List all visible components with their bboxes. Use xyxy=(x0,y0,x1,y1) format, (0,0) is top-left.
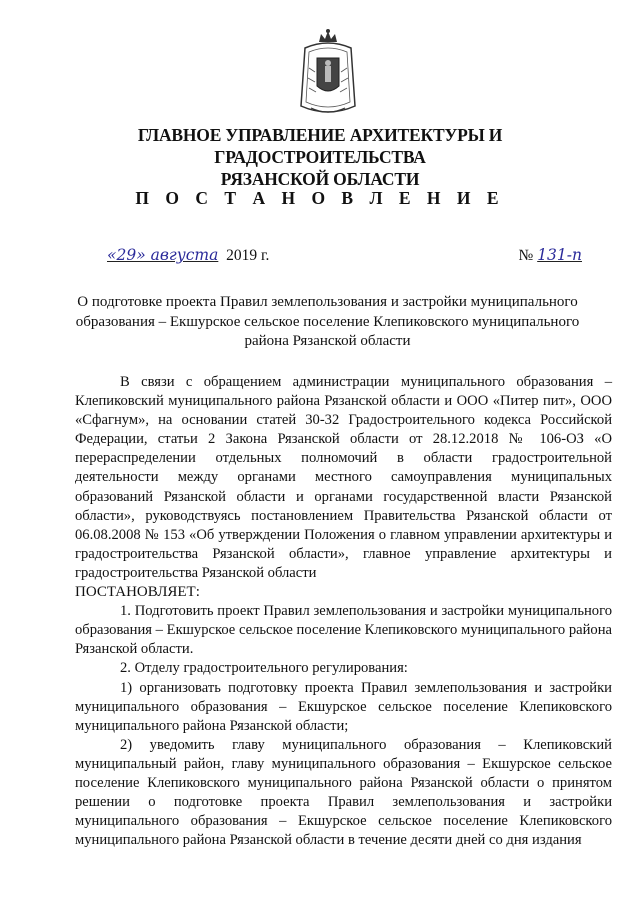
document-type-title: П О С Т А Н О В Л Е Н И Е xyxy=(135,188,505,208)
intro-paragraph: В связи с обращением администрации муниципального образования – Клепиковский муниципального района Рязанской области и ООО «Питер пит», ООО «Сфагнум», на основании статей 30-32 Градостроительного кодекса Российской Федерации, статьи 2 Закона Рязанской области от 28.12.2018 № 106-ОЗ «О перераспределении отдельных полномочий в области градостроительной деятельности между органами местного самоуправления муниципальных образований Рязанской области и органами государственной власти Рязанской области», руководствуясь постановлением Правительства Рязанской области от 06.08.2008 № 153 «Об утверждении Положения о главном управлении архитектуры и градостроительства Рязанской области», главное управление архитектуры и градостроительства Рязанской области xyxy=(75,374,612,581)
number-handwritten: 131-п xyxy=(537,246,582,264)
subject-line-2: образования – Екшурское сельское поселение Клепиковского муниципального xyxy=(75,313,580,330)
item-2-1: 1) организовать подготовку проекта Правил землепользования и застройки муниципального образования – Екшурское сельское поселение Клепиковского муниципального района Рязанской области; xyxy=(75,679,612,734)
number-prefix: № xyxy=(518,247,534,264)
document-number xyxy=(519,246,582,265)
subject-line-3: района Рязанской области xyxy=(244,333,411,349)
coat-of-arms-icon xyxy=(297,28,359,120)
item-1: 1. Подготовить проект Правил землепользования и застройки муниципального образования – Екшурское сельское поселение Клепиковского муниципального района Рязанской области. xyxy=(75,603,612,658)
decree-word: ПОСТАНОВЛЯЕТ: xyxy=(75,584,200,601)
document-subject xyxy=(70,293,585,352)
organization-name xyxy=(40,124,600,190)
item-2-2: 2) уведомить главу муниципального образования – Клепиковский муниципальный район, главу муниципального образования – Екшурское сельское поселение Клепиковского муниципального района Рязанской области о принятом решении о подготовке проекта Правил землепользования и застройки муниципального образования – Екшурское сельское поселение Клепиковского муниципального района Рязанской области в течение десяти дней со дня издания xyxy=(75,736,612,849)
document-body xyxy=(75,373,612,850)
date-handwritten: «29» августа xyxy=(107,246,219,264)
org-line-1: ГЛАВНОЕ УПРАВЛЕНИЕ АРХИТЕКТУРЫ И ГРАДОСТРОИТЕЛЬСТВА xyxy=(137,125,503,167)
org-line-2: РЯЗАНСКОЙ ОБЛАСТИ xyxy=(220,169,420,189)
date-year: 2019 г. xyxy=(226,247,270,264)
document-date xyxy=(107,246,269,265)
subject-line-1: О подготовке проекта Правил землепользования и застройки муниципального xyxy=(77,294,578,310)
item-2: 2. Отделу градостроительного регулирования: xyxy=(120,660,408,677)
